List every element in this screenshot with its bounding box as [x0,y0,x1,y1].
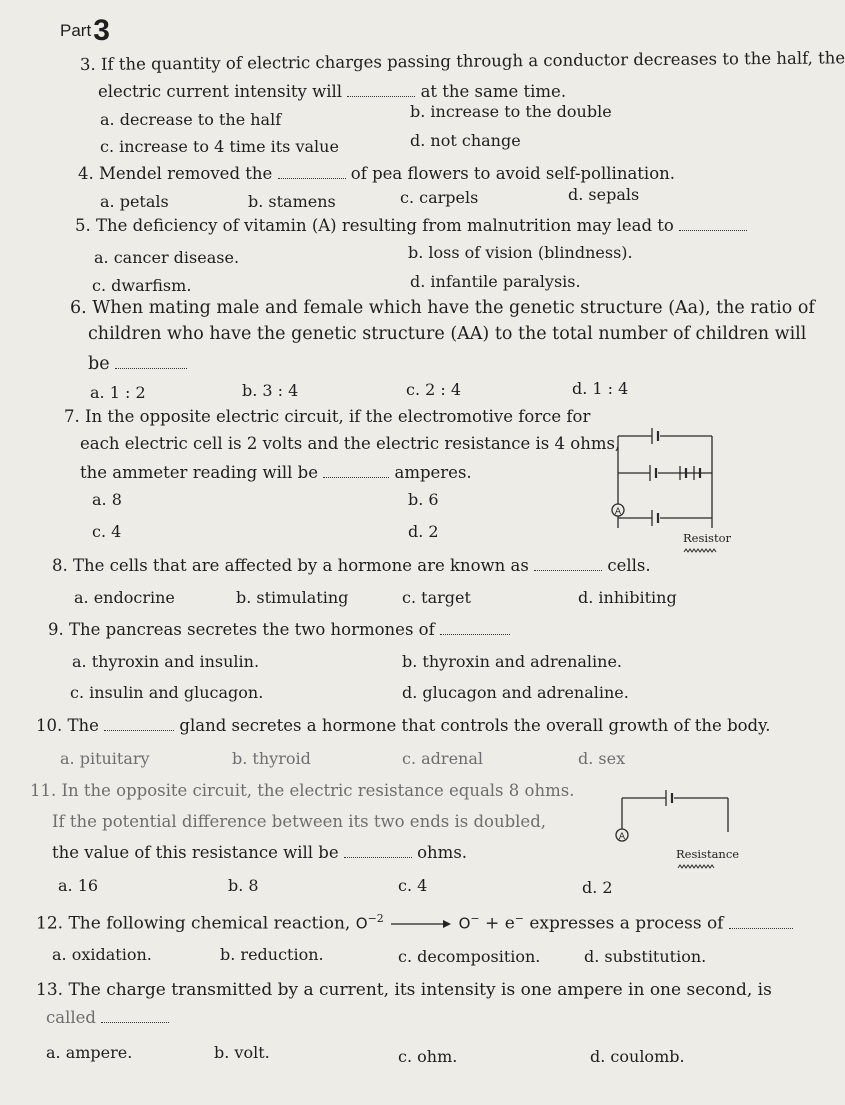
q3-option-c[interactable]: c. increase to 4 time its value [100,137,339,156]
q10-stem-text: 10. The [36,716,99,735]
q3-option-d[interactable]: d. not change [410,131,521,150]
q6-stem-line2: children who have the genetic structure (AA) to the total number of children will [88,324,807,344]
q8-stem-text: 8. The cells that are affected by a hormone are known as [52,556,529,575]
q4-stem [78,164,675,184]
q7-resistor-icon [684,549,716,552]
q13-stem-text: called [46,1008,96,1027]
q8-option-d[interactable]: d. inhibiting [578,588,677,607]
q6-stem-line1: 6. When mating male and female which have the genetic structure (Aa), the ratio of [70,298,815,318]
q8-option-b[interactable]: b. stimulating [236,588,349,607]
q7-ammeter-label: A [614,507,622,517]
q7-option-c[interactable]: c. 4 [92,522,122,541]
q12-option-c[interactable]: c. decomposition. [398,947,541,966]
q7-circuit-diagram [600,418,730,558]
q12-reaction-arrow-icon [389,918,453,930]
q11-stem-text-end: ohms. [417,843,468,862]
q12-product-charge: − [470,912,480,925]
q9-option-a[interactable]: a. thyroxin and insulin. [72,652,260,671]
q8-option-a[interactable]: a. endocrine [74,588,175,607]
q7-stem-text: the ammeter reading will be [80,463,318,482]
q13-stem-line2 [46,1008,169,1028]
q12-option-b[interactable]: b. reduction. [220,945,324,964]
q3-blank[interactable] [347,83,415,97]
q4-option-a[interactable]: a. petals [100,192,169,211]
q12-stem-text: 12. The following chemical reaction, [36,913,351,934]
q9-blank[interactable] [440,621,510,635]
q11-stem-line3 [52,843,467,863]
q8-option-c[interactable]: c. target [402,588,471,607]
q12-plus: + [485,913,500,934]
q7-resistor-label: Resistor [683,531,731,545]
q13-option-a[interactable]: a. ampere. [46,1043,133,1062]
q9-stem [48,620,510,640]
q11-stem-line1: 11. In the opposite circuit, the electric resistance equals 8 ohms. [30,781,575,800]
q11-blank[interactable] [344,844,412,858]
q11-option-a[interactable]: a. 16 [58,876,99,895]
q6-blank[interactable] [115,355,187,369]
q12-product: O [458,914,471,933]
q4-option-d[interactable]: d. sepals [568,185,640,204]
q7-stem-line1: 7. In the opposite electric circuit, if the electromotive force for [64,407,591,426]
q6-option-c[interactable]: c. 2 : 4 [406,380,462,399]
q4-stem-text: 4. Mendel removed the [78,164,273,183]
q12-blank[interactable] [729,915,793,929]
q9-option-d[interactable]: d. glucagon and adrenaline. [402,683,629,702]
q10-option-b[interactable]: b. thyroid [232,749,311,768]
q12-option-d[interactable]: d. substitution. [584,947,707,966]
q5-stem-text: 5. The deficiency of vitamin (A) resulting from malnutrition may lead to [75,216,674,235]
q10-stem-text-end: gland secretes a hormone that controls the overall growth of the body. [179,716,771,735]
q3-stem-text-end: at the same time. [420,82,567,101]
q5-blank[interactable] [679,217,747,231]
q4-option-b[interactable]: b. stamens [248,192,336,211]
q5-option-d[interactable]: d. infantile paralysis. [410,272,581,291]
q8-blank[interactable] [534,557,602,571]
q4-blank[interactable] [278,165,346,179]
q3-option-b[interactable]: b. increase to the double [410,102,612,121]
q11-option-c[interactable]: c. 4 [398,876,428,895]
q6-stem-text: be [88,354,110,374]
q5-option-b[interactable]: b. loss of vision (blindness). [408,243,633,262]
q12-electron-charge: − [514,912,524,925]
q13-option-b[interactable]: b. volt. [214,1043,270,1062]
q9-stem-text: 9. The pancreas secretes the two hormones of [48,620,435,639]
q10-blank[interactable] [104,717,174,731]
q7-stem-line2: each electric cell is 2 volts and the electric resistance is 4 ohms, [80,434,621,453]
q13-stem-line1: 13. The charge transmitted by a current, its intensity is one ampere in one second, is [36,980,772,1000]
q5-stem [75,216,747,236]
q11-circuit-diagram [610,780,740,875]
q11-stem-line2: If the potential difference between its two ends is doubled, [52,812,547,831]
q11-resistance-label: Resistance [676,847,740,861]
part-heading [60,14,110,48]
q6-option-d[interactable]: d. 1 : 4 [572,379,629,398]
q4-stem-text-end: of pea flowers to avoid self-pollination. [350,164,675,183]
q12-reactant: O [355,914,368,933]
q7-stem-text-end: amperes. [394,463,472,482]
q7-option-d[interactable]: d. 2 [408,522,439,541]
part-label: Part [60,21,92,40]
q11-option-b[interactable]: b. 8 [228,876,259,895]
q7-option-a[interactable]: a. 8 [92,490,122,509]
q13-blank[interactable] [101,1009,169,1023]
q13-option-c[interactable]: c. ohm. [398,1047,458,1066]
q3-stem-text: electric current intensity will [98,82,343,101]
q13-option-d[interactable]: d. coulomb. [590,1047,685,1066]
part-number: 3 [93,14,110,47]
q12-option-a[interactable]: a. oxidation. [52,945,152,964]
q5-option-c[interactable]: c. dwarfism. [92,276,192,295]
q10-stem [36,716,771,736]
q10-option-d[interactable]: d. sex [578,749,626,768]
q5-option-a[interactable]: a. cancer disease. [94,248,240,267]
q9-option-c[interactable]: c. insulin and glucagon. [70,683,264,702]
q6-option-b[interactable]: b. 3 : 4 [242,381,299,400]
q9-option-b[interactable]: b. thyroxin and adrenaline. [402,652,623,671]
q11-ammeter-label: A [618,832,626,842]
q4-option-c[interactable]: c. carpels [400,188,479,207]
q12-stem-text-end: expresses a process of [529,913,724,934]
q12-electron: e [504,913,515,934]
q7-option-b[interactable]: b. 6 [408,490,439,509]
q10-option-c[interactable]: c. adrenal [402,749,483,768]
q10-option-a[interactable]: a. pituitary [60,749,150,768]
q8-stem [52,556,651,576]
q11-stem-text: the value of this resistance will be [52,843,339,862]
q12-reactant-charge: −2 [367,912,384,925]
q11-option-d[interactable]: d. 2 [582,878,613,897]
q11-resistance-icon [678,865,714,868]
q6-stem-line3 [88,354,187,374]
q7-stem-line3 [80,463,472,483]
q8-stem-text-end: cells. [607,556,651,575]
q3-stem-line1: 3. If the quantity of electric charges passing through a conductor decreases to the half, the [79,48,845,74]
q12-stem [36,909,793,934]
q7-blank[interactable] [323,464,389,478]
q3-stem-line2 [98,82,566,102]
q3-option-a[interactable]: a. decrease to the half [100,110,282,129]
q6-option-a[interactable]: a. 1 : 2 [90,383,146,402]
